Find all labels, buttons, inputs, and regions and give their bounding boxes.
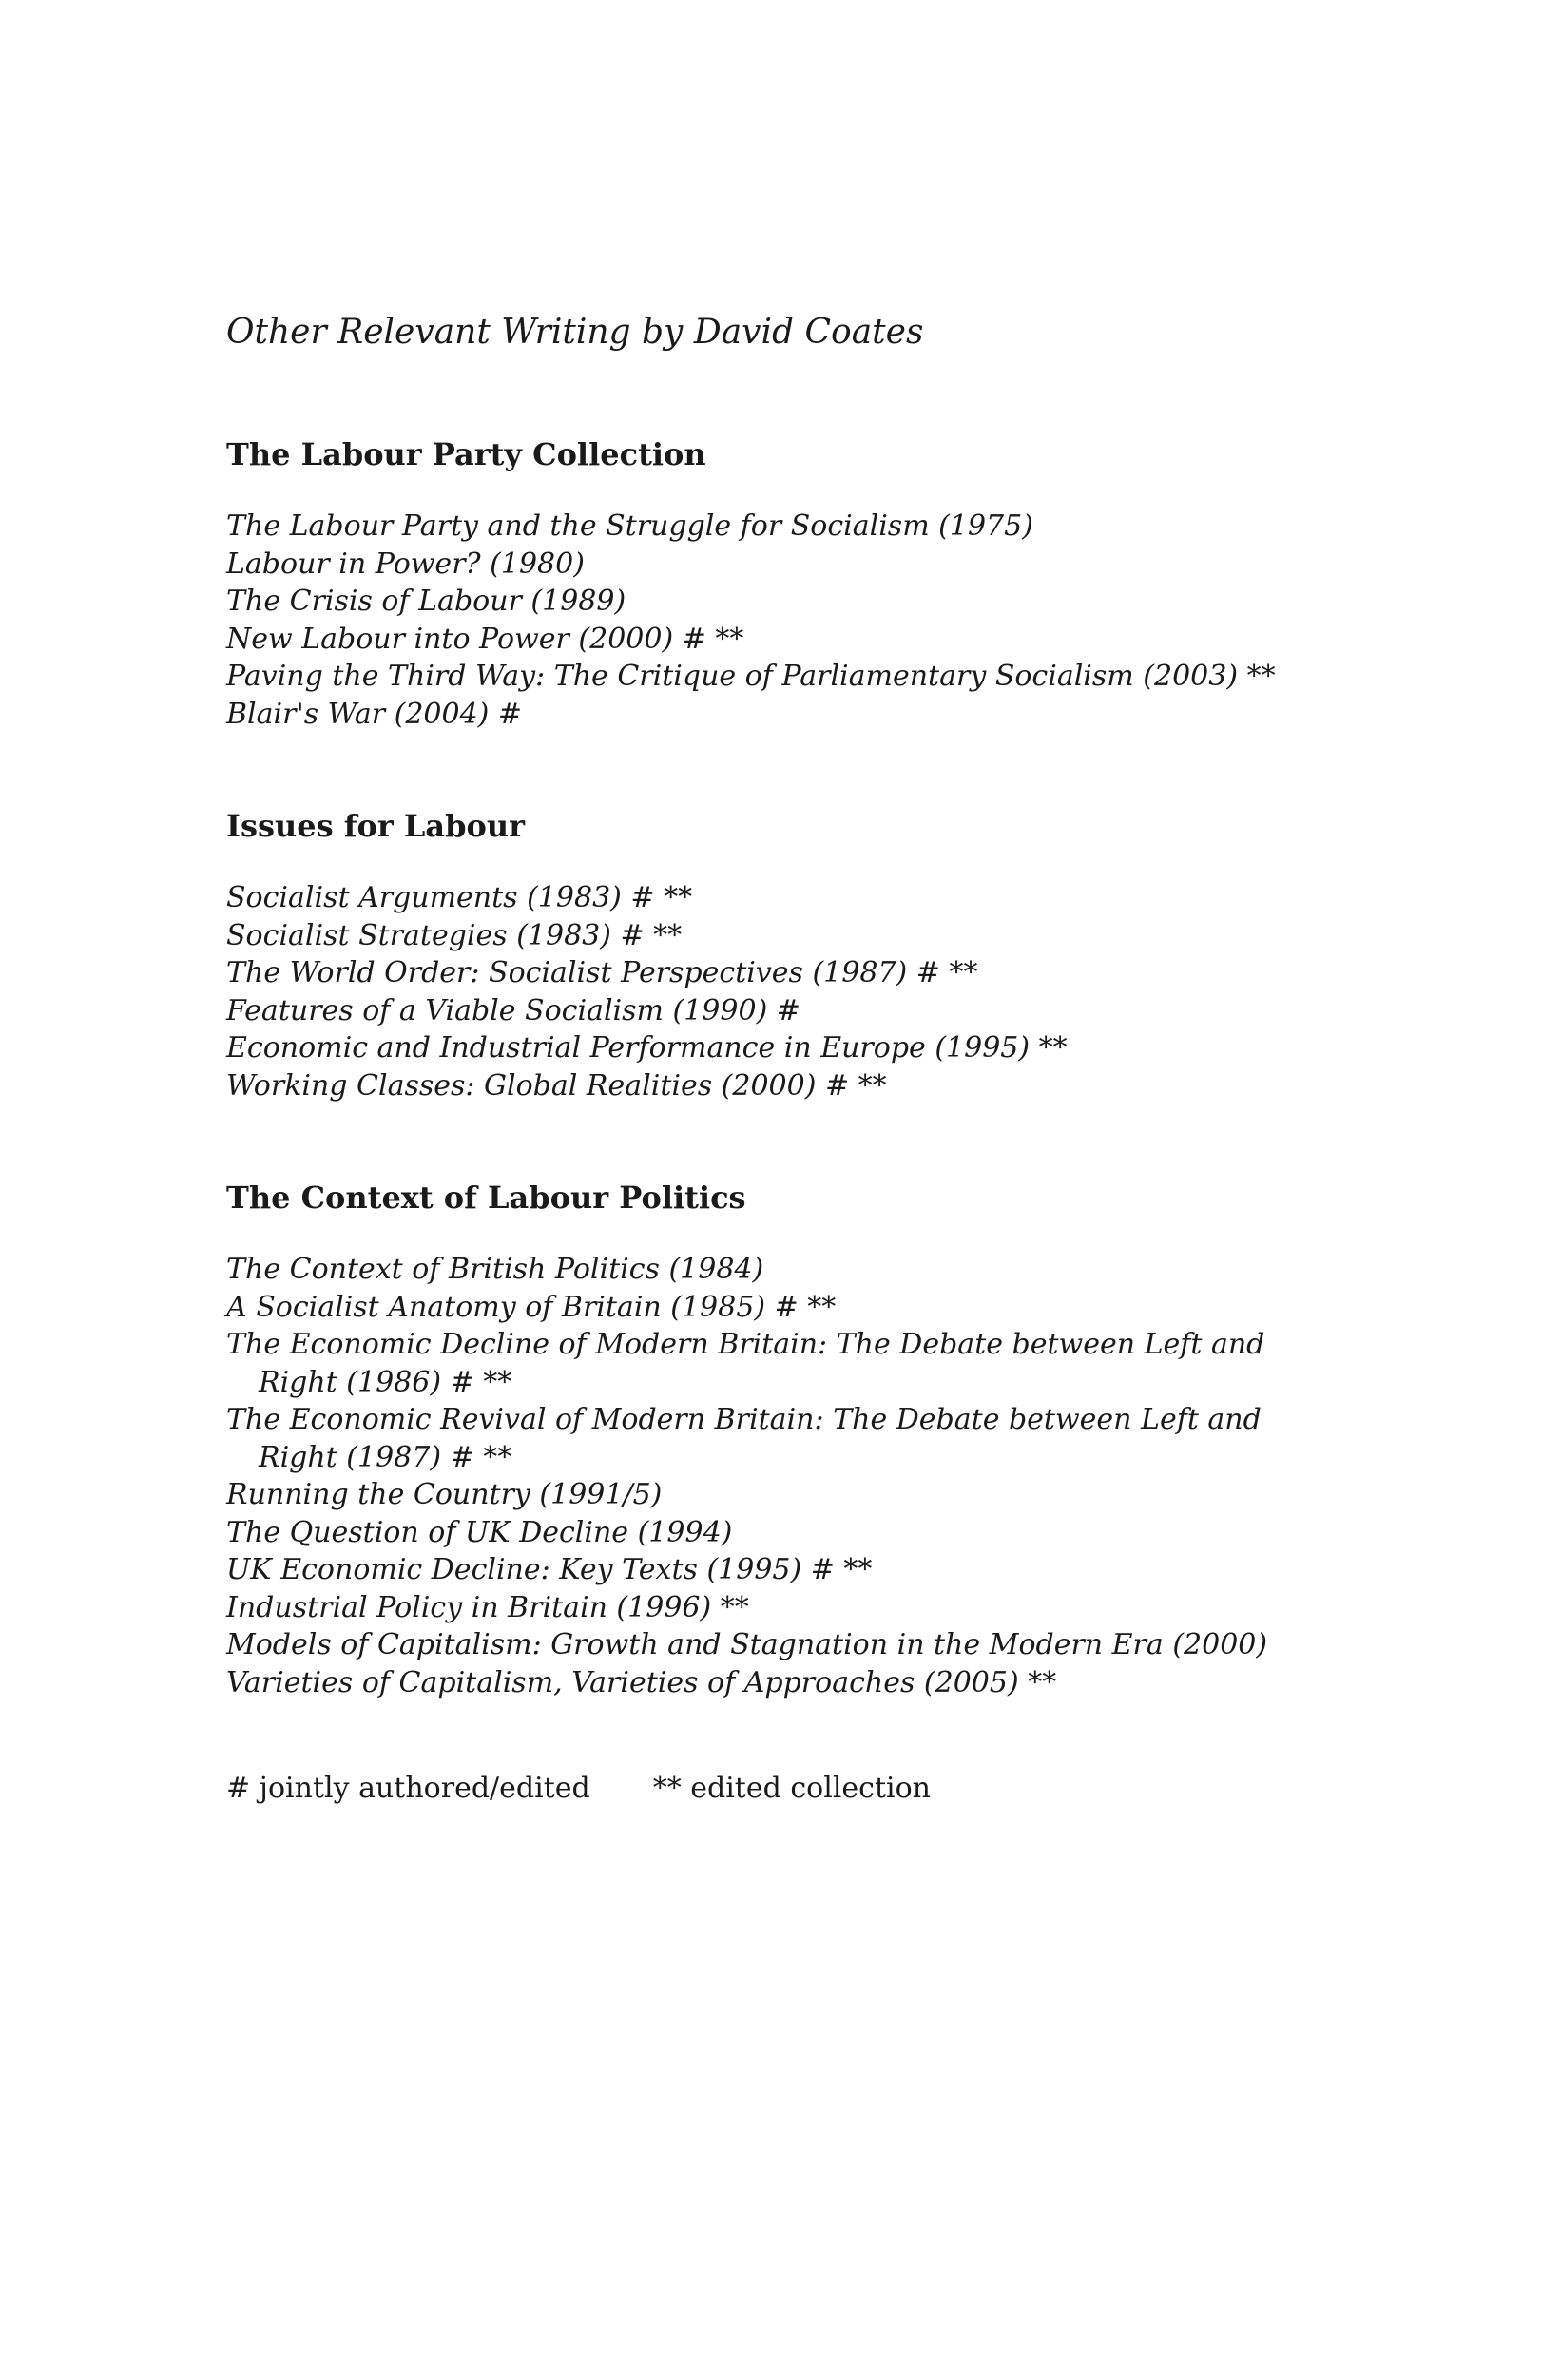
legend-jointly-authored: # jointly authored/edited (226, 1772, 590, 1805)
list-item: The Question of UK Decline (1994) (226, 1515, 733, 1549)
section-heading: The Context of Labour Politics (226, 1180, 746, 1216)
list-item: The Labour Party and the Struggle for Socialism (1975) (226, 509, 1033, 543)
list-item: The Economic Revival of Modern Britain: The Debate between Left and Right (1987) # ** (226, 1403, 1262, 1474)
book-list (226, 879, 1329, 1104)
page-title: Other Relevant Writing by David Coates (226, 313, 924, 352)
list-item: UK Economic Decline: Key Texts (1995) # ** (226, 1553, 873, 1586)
list-item: Socialist Strategies (1983) # ** (226, 918, 683, 952)
section-heading: Issues for Labour (226, 808, 525, 844)
section-heading: The Labour Party Collection (226, 436, 706, 472)
list-item: The Context of British Politics (1984) (226, 1253, 764, 1286)
list-item: Economic and Industrial Performance in Europe (1995) ** (226, 1031, 1068, 1065)
list-item: Labour in Power? (1980) (226, 547, 585, 581)
section-labour-party-collection (226, 435, 1329, 733)
list-item: Industrial Policy in Britain (1996) ** (226, 1590, 749, 1624)
page-content (226, 312, 1329, 1808)
list-item: Working Classes: Global Realities (2000) # ** (226, 1068, 887, 1103)
section-issues-for-labour (226, 807, 1329, 1104)
list-item: Running the Country (1991/5) (226, 1478, 663, 1511)
legend-edited-collection: ** edited collection (652, 1772, 931, 1805)
list-item: The Crisis of Labour (1989) (226, 585, 626, 618)
list-item: Blair's War (2004) # (226, 697, 523, 731)
section-context-of-labour-politics (226, 1179, 1329, 1701)
list-item: The Economic Decline of Modern Britain: The Debate between Left and Right (1986) # ** (226, 1328, 1265, 1399)
list-item: The World Order: Socialist Perspectives (1987) # ** (226, 956, 978, 989)
list-item: Paving the Third Way: The Critique of Parliamentary Socialism (2003) ** (226, 660, 1276, 693)
book-list (226, 1251, 1329, 1701)
book-list (226, 508, 1329, 733)
list-item: Models of Capitalism: Growth and Stagnation in the Modern Era (2000) (226, 1628, 1268, 1661)
legend (226, 1770, 1329, 1808)
list-item: Varieties of Capitalism, Varieties of Approaches (2005) ** (226, 1665, 1057, 1699)
list-item: A Socialist Anatomy of Britain (1985) # ** (226, 1290, 837, 1324)
list-item: Socialist Arguments (1983) # ** (226, 881, 693, 914)
list-item: New Labour into Power (2000) # ** (226, 622, 744, 656)
list-item: Features of a Viable Socialism (1990) # (226, 993, 800, 1027)
